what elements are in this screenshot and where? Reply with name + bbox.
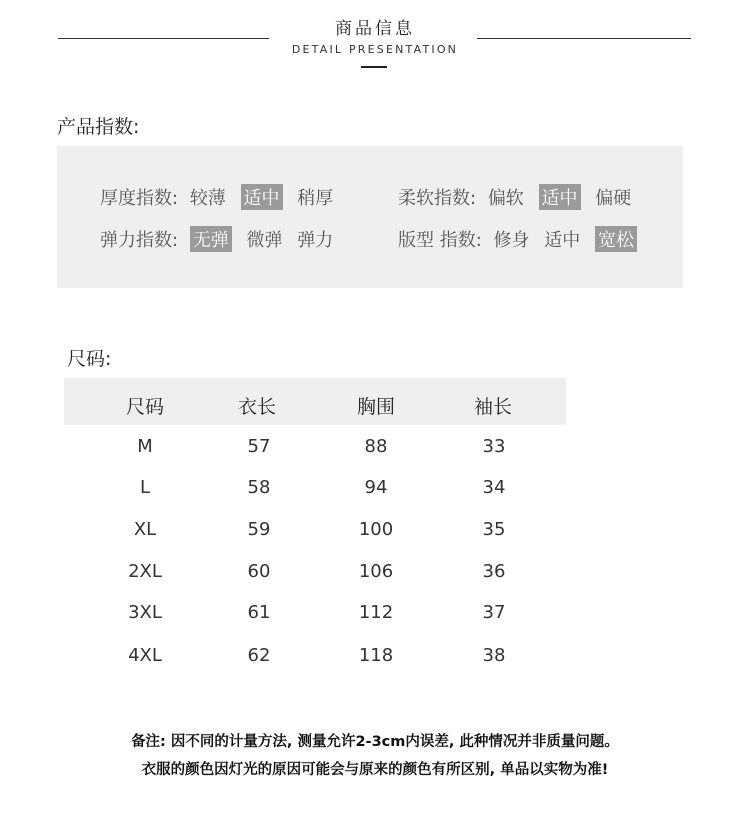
product-index-label: 产品指数: xyxy=(57,116,140,138)
table-cell: 2XL xyxy=(128,561,162,582)
index-row-fit xyxy=(398,226,646,252)
table-cell: 106 xyxy=(358,561,394,582)
index-option: 弹力 xyxy=(297,230,334,251)
table-cell: M xyxy=(137,436,153,457)
table-cell: 94 xyxy=(364,477,388,498)
index-option: 偏硬 xyxy=(595,188,632,209)
table-header-size: 尺码 xyxy=(125,396,164,418)
table-cell: L xyxy=(139,477,151,498)
table-cell: XL xyxy=(133,519,157,540)
page-title: 商品信息 xyxy=(335,19,415,39)
index-option: 修身 xyxy=(493,230,530,251)
index-option-selected: 适中 xyxy=(241,184,283,210)
table-cell: 60 xyxy=(247,561,271,582)
index-name: 柔软指数: xyxy=(398,188,477,209)
index-option: 稍厚 xyxy=(297,188,334,209)
index-option-selected: 适中 xyxy=(539,184,581,210)
index-row-elasticity xyxy=(100,226,342,252)
table-cell: 112 xyxy=(358,602,394,623)
table-cell: 118 xyxy=(358,645,394,666)
table-cell: 100 xyxy=(358,519,394,540)
table-cell: 58 xyxy=(247,477,271,498)
index-name: 弹力指数: xyxy=(100,230,179,251)
index-option: 偏软 xyxy=(487,188,524,209)
index-option-selected: 宽松 xyxy=(595,226,637,252)
table-cell: 38 xyxy=(482,645,506,666)
table-cell: 88 xyxy=(364,436,388,457)
table-cell: 61 xyxy=(247,602,271,623)
table-cell: 35 xyxy=(482,519,506,540)
header-dash xyxy=(361,66,387,68)
table-cell: 36 xyxy=(482,561,506,582)
index-name: 厚度指数: xyxy=(100,188,179,209)
table-header-length: 衣长 xyxy=(237,396,276,418)
index-option: 微弹 xyxy=(246,230,283,251)
table-header-sleeve: 袖长 xyxy=(473,396,512,418)
note-line-1: 备注: 因不同的计量方法, 测量允许2-3cm内误差, 此种情况并非质量问题。 xyxy=(131,734,619,750)
index-option-selected: 无弹 xyxy=(190,226,232,252)
index-row-softness xyxy=(398,184,640,210)
product-index-panel xyxy=(57,146,683,288)
table-cell: 37 xyxy=(482,602,506,623)
note-line-2: 衣服的颜色因灯光的原因可能会与原来的颜色有所区别, 单品以实物为准! xyxy=(141,762,609,778)
table-cell: 3XL xyxy=(128,602,162,623)
table-cell: 59 xyxy=(247,519,271,540)
table-cell: 33 xyxy=(482,436,506,457)
page-subtitle: DETAIL PRESENTATION xyxy=(291,43,459,56)
table-header-chest: 胸围 xyxy=(356,396,395,418)
index-name: 版型 指数: xyxy=(398,230,482,251)
table-cell: 34 xyxy=(482,477,506,498)
table-cell: 4XL xyxy=(128,645,162,666)
table-cell: 62 xyxy=(247,645,271,666)
size-label: 尺码: xyxy=(67,348,112,370)
table-cell: 57 xyxy=(247,436,271,457)
index-option: 较薄 xyxy=(189,188,226,209)
index-row-thickness xyxy=(100,184,342,210)
index-option: 适中 xyxy=(544,230,581,251)
